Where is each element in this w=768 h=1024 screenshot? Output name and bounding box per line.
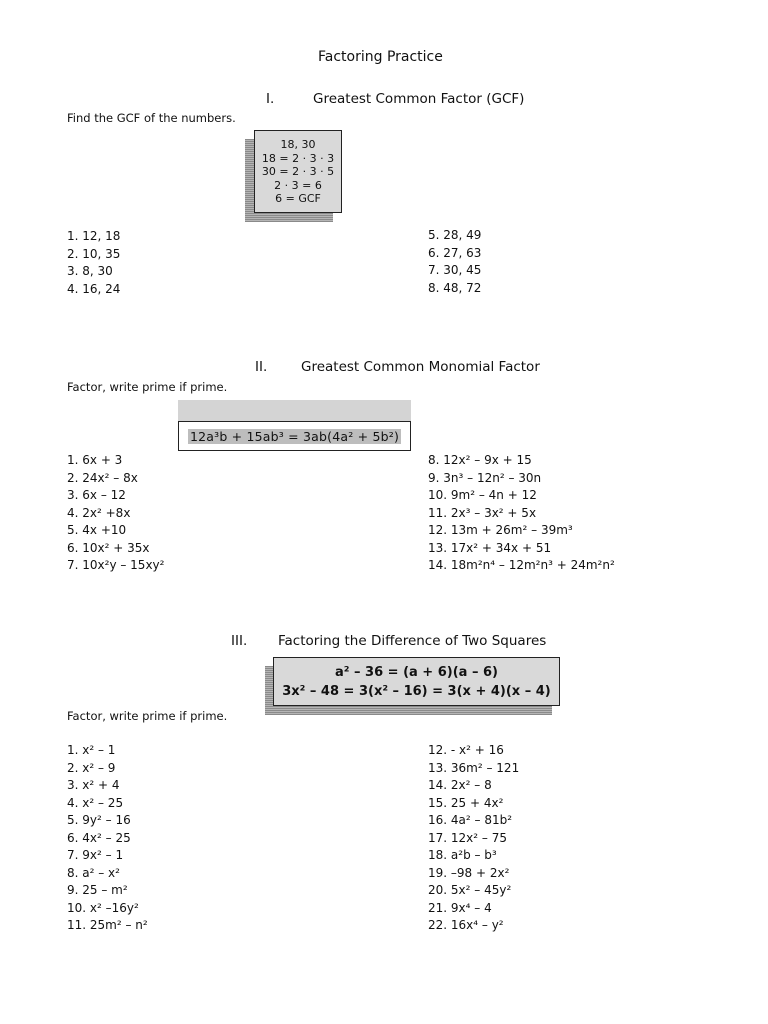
section-3-left-problems: [67, 742, 148, 935]
section-3-instruction: Factor, write prime if prime.: [67, 709, 228, 723]
section-1-right-problems: [428, 227, 481, 297]
monomial-example-text: 12a³b + 15ab³ = 3ab(4a² + 5b²): [189, 428, 400, 444]
problem-item: 14. 2x² – 8: [428, 778, 492, 792]
problem-item: 7. 9x² – 1: [67, 848, 124, 862]
gcf-example-line: 18 = 2 · 3 · 3: [261, 151, 335, 165]
problem-item: 15. 25 + 4x²: [428, 795, 504, 810]
gcf-example-line: 30 = 2 · 3 · 5: [261, 165, 335, 178]
section-3-heading: Factoring the Difference of Two Squares: [278, 633, 547, 649]
problem-item: 3. 8, 30: [67, 264, 113, 278]
problem-item: 17. 12x² – 75: [428, 830, 507, 845]
problem-item: 22. 16x⁴ – y²: [428, 918, 504, 932]
problem-item: 21. 9x⁴ – 4: [428, 900, 492, 915]
section-2-right-problems: [428, 452, 615, 575]
problem-item: 6. 10x² + 35x: [67, 540, 150, 555]
squares-example-line: 3x² – 48 = 3(x² – 16) = 3(x + 4)(x – 4): [282, 684, 551, 699]
gcf-example-line: 2 · 3 = 6: [274, 178, 322, 192]
problem-item: 5. 4x +10: [67, 523, 127, 537]
page-title: Factoring Practice: [318, 49, 443, 65]
problem-item: 14. 18m²n⁴ – 12m²n³ + 24m²n²: [428, 558, 615, 572]
problem-item: 8. 48, 72: [428, 280, 482, 295]
problem-item: 18. a²b – b³: [428, 848, 497, 862]
monomial-example-shade: [178, 400, 411, 422]
problem-item: 3. 6x – 12: [67, 488, 126, 502]
problem-item: 12. - x² + 16: [428, 743, 504, 757]
problem-item: 7. 10x²y – 15xy²: [67, 558, 165, 572]
gcf-example-line: 18, 30: [280, 138, 316, 151]
problem-item: 1. 12, 18: [67, 229, 121, 243]
problem-item: 6. 27, 63: [428, 245, 482, 260]
section-2-left-problems: [67, 452, 164, 575]
problem-item: 16. 4a² – 81b²: [428, 813, 513, 827]
problem-item: 2. 10, 35: [67, 246, 121, 261]
problem-item: 9. 3n³ – 12n² – 30n: [428, 470, 542, 485]
problem-item: 4. 16, 24: [67, 281, 121, 296]
problem-item: 13. 17x² + 34x + 51: [428, 540, 552, 555]
gcf-example-box: [254, 130, 342, 213]
problem-item: 19. –98 + 2x²: [428, 865, 510, 880]
problem-item: 1. 6x + 3: [67, 453, 123, 467]
problem-item: 10. 9m² – 4n + 12: [428, 488, 537, 502]
problem-item: 2. x² – 9: [67, 760, 116, 775]
monomial-example-box: [178, 421, 411, 451]
problem-item: 11. 2x³ – 3x² + 5x: [428, 505, 537, 520]
section-1-heading: Greatest Common Factor (GCF): [313, 91, 525, 107]
problem-item: 3. x² + 4: [67, 778, 120, 792]
problem-item: 4. x² – 25: [67, 795, 124, 810]
section-1-left-problems: [67, 228, 120, 298]
problem-item: 10. x² –16y²: [67, 900, 139, 915]
section-1-numeral: I.: [266, 91, 275, 107]
problem-item: 8. 12x² – 9x + 15: [428, 453, 532, 467]
section-3-right-problems: [428, 742, 519, 935]
problem-item: 4. 2x² +8x: [67, 505, 131, 520]
problem-item: 13. 36m² – 121: [428, 760, 520, 775]
squares-example-box: [273, 657, 560, 706]
problem-item: 8. a² – x²: [67, 865, 120, 880]
problem-item: 20. 5x² – 45y²: [428, 883, 512, 897]
squares-example-line: a² – 36 = (a + 6)(a – 6): [335, 665, 498, 680]
problem-item: 9. 25 – m²: [67, 883, 128, 897]
section-1-instruction: Find the GCF of the numbers.: [67, 111, 236, 125]
problem-item: 12. 13m + 26m² – 39m³: [428, 523, 573, 537]
problem-item: 5. 9y² – 16: [67, 813, 131, 827]
problem-item: 7. 30, 45: [428, 263, 482, 277]
section-2-heading: Greatest Common Monomial Factor: [301, 359, 540, 375]
problem-item: 1. x² – 1: [67, 743, 116, 757]
problem-item: 11. 25m² – n²: [67, 918, 148, 932]
section-2-instruction: Factor, write prime if prime.: [67, 380, 228, 394]
section-2-numeral: II.: [255, 359, 268, 375]
section-3-numeral: III.: [231, 633, 248, 649]
problem-item: 5. 28, 49: [428, 228, 482, 242]
problem-item: 6. 4x² – 25: [67, 830, 131, 845]
gcf-example-line: 6 = GCF: [275, 192, 321, 205]
problem-item: 2. 24x² – 8x: [67, 470, 138, 485]
